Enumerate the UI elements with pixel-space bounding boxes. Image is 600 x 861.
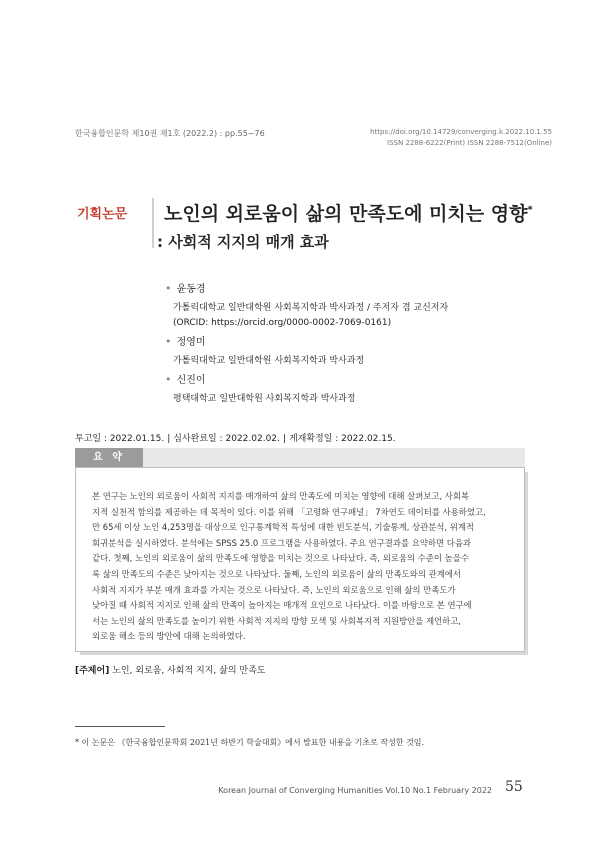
author-block-2 [165,330,364,366]
issn-text: ISSN 2288-6222(Print) ISSN 2288-7512(Online) [387,139,552,147]
abstract-line: 본 연구는 노인의 외로움이 사회적 지지를 매개하여 삶의 만족도에 미치는 영향에 대해 살펴보고, 사회복 [92,491,470,501]
author-block-3 [165,368,355,404]
review-dates [75,431,396,444]
separator: | [167,434,171,444]
journal-citation: 한국융합인문학 제10권 제1호 (2022.2) : pp.55~76 [75,129,265,138]
abstract-header-bar [143,448,525,467]
author-affiliation: 가톨릭대학교 일반대학원 사회복지학과 박사과정 / 주저자 겸 교신저자 [173,303,449,313]
abstract-line: 만 65세 이상 노인 4,253명을 대상으로 인구통계학적 특성에 대한 빈도분석, 기술통계, 상관분석, 위계적 [92,522,474,533]
author-orcid[interactable]: (ORCID: https://orcid.org/0000-0002-7069-0161) [173,318,392,328]
paper-title [164,199,533,226]
title-footnote-mark: * [527,204,533,216]
reviewed-date: 심사완료일 : 2022.02.02. [173,434,280,444]
submitted-date: 투고일 : 2022.01.15. [75,434,165,444]
paper-title-text: 노인의 외로움이 삶의 만족도에 미치는 영향 [164,203,528,225]
abstract-line: 록 삶의 만족도의 수준은 낮아지는 것으로 나타났다. 둘째, 노인의 외로움이 삶의 만족도와의 관계에서 [92,568,461,579]
abstract-line: 지적 실천적 함의를 제공하는 데 목적이 있다. 이를 위해 「고령화 연구패널」 7차연도 데이터를 사용하였고, [92,506,486,517]
keywords [75,663,266,676]
accepted-date: 게재확정일 : 2022.02.15. [288,434,396,444]
title-divider [152,198,154,248]
footnote-divider [75,726,165,727]
abstract-line: 같다. 첫째, 노인의 외로움이 삶의 만족도에 영향을 미치는 것으로 나타났다. 즉, 외로움의 수준이 높을수 [92,553,469,564]
author-name: 정영미 [176,337,206,348]
bullet-icon: • [165,282,172,295]
doi-link[interactable]: https://doi.org/10.14729/converging.k.2022.10.1.55 [370,128,552,136]
abstract-text [92,489,510,645]
paper-subtitle: : 사회적 지지의 매개 효과 [157,233,329,251]
author-block-1 [165,277,448,328]
abstract-label: 요 약 [75,448,143,467]
abstract-line: 회귀분석을 실시하였다. 분석에는 SPSS 25.0 프로그램을 사용하였다. 주요 연구결과를 요약하면 다음과 [92,537,472,548]
footer-journal: Korean Journal of Converging Humanities Vol.10 No.1 February 2022 [218,786,492,795]
author-affiliation: 평택대학교 일반대학원 사회복지학과 박사과정 [173,394,356,404]
page-number: 55 [505,779,523,795]
author-name: 윤동경 [176,284,206,295]
abstract-line: 외로움 해소 등의 방안에 대해 논의하였다. [92,631,246,642]
bullet-icon: • [165,335,172,348]
bullet-icon: • [165,373,172,386]
section-label: 기획논문 [77,207,128,222]
separator: | [282,434,286,444]
abstract-line: 서는 노인의 삶의 만족도를 높이기 위한 사회적 지지의 방향 모색 및 사회복지적 지원방안을 제언하고, [92,615,461,626]
keywords-label: [주제어] [75,666,110,676]
abstract-line: 사회적 지지가 부분 매개 효과를 가지는 것으로 나타났다. 즉, 노인의 외로움으로 인해 삶의 만족도가 [92,584,456,595]
author-affiliation: 가톨릭대학교 일반대학원 사회복지학과 박사과정 [173,356,365,366]
abstract-line: 낮아질 때 사회적 지지로 인해 삶의 만족이 높아지는 매개적 요인으로 나타났다. 이를 바탕으로 본 연구에 [92,600,472,611]
doi-issn-block [370,127,552,149]
keywords-text: 노인, 외로움, 사회적 지지, 삶의 만족도 [112,666,266,676]
author-name: 신진이 [176,375,206,386]
footnote: * 이 논문은 《한국융합인문학회 2021년 하반기 학술대회》에서 발표한 내용을 기초로 작성한 것임. [75,738,425,747]
